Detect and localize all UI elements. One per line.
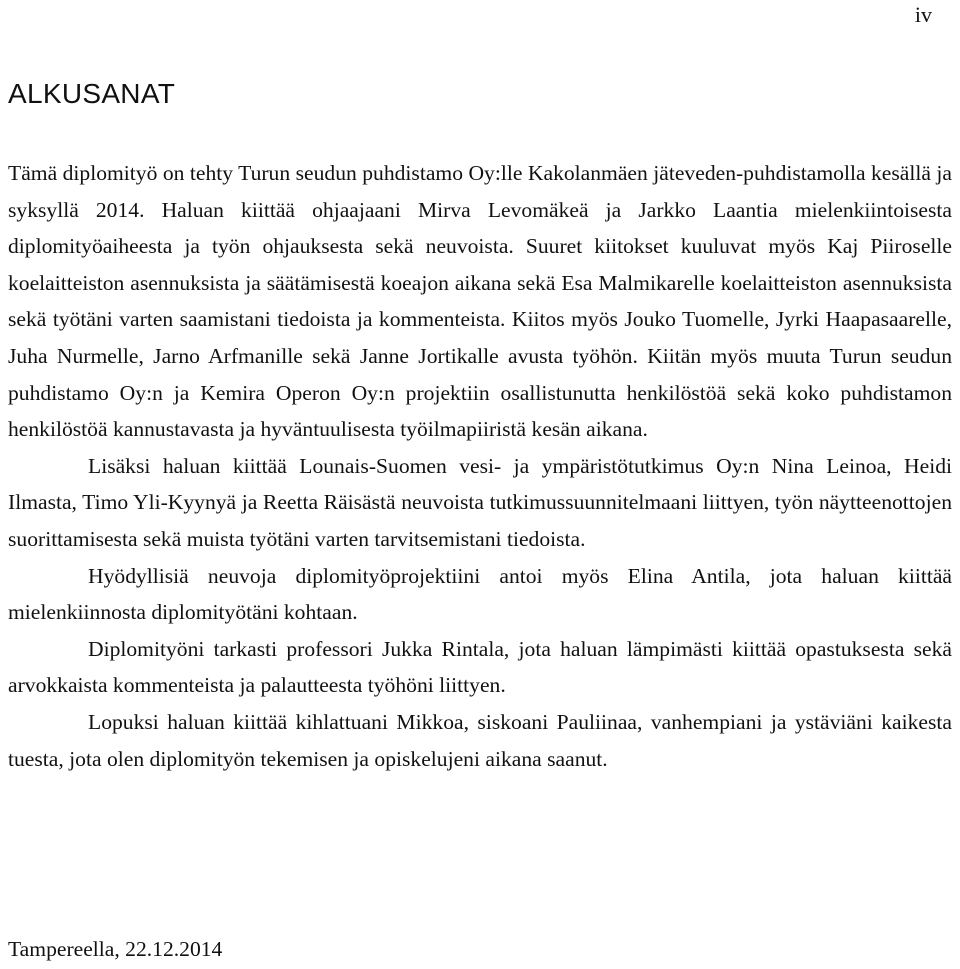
paragraph-2: Lisäksi haluan kiittää Lounais-Suomen vesi- ja ympäristötutkimus Oy:n Nina Leinoa, Heidi Ilmasta, Timo Yli-Kyynyä ja Reetta Räisästä neuvoista tutkimussuunnitelmaani liittyen, työn näytteenottojen suorittamisesta sekä muista työtäni varten tarvitsemistani tiedoista.	[8, 453, 952, 551]
paragraph-4: Diplomityöni tarkasti professori Jukka Rintala, jota haluan lämpimästi kiittää opastuksesta sekä arvokkaista kommenteista ja palautteesta työhöni liittyen.	[8, 636, 952, 698]
place-and-date: Tampereella, 22.12.2014	[8, 937, 223, 961]
paragraph-1: Tämä diplomityö on tehty Turun seudun puhdistamo Oy:lle Kakolanmäen jäteveden-puhdistamolla kesällä ja syksyllä 2014. Haluan kiittää ohjaajaani Mirva Levomäkeä ja Jarkko Laantia mielenkiintoisesta diplomityöaiheesta ja työn ohjauksesta sekä neuvoista. Suuret kiitokset kuuluvat myös Kaj Piiroselle koelaitteiston asennuksista ja säätämisestä koeajon aikana sekä Esa Malmikarelle koelaitteiston asennuksista sekä työtäni varten saamistani tiedoista ja kommenteista. Kiitos myös Jouko Tuomelle, Jyrki Haapasaarelle, Juha Nurmelle, Jarno Arfmanille sekä Janne Jortikalle avusta työhön. Kiitän myös muuta Turun seudun puhdistamo Oy:n ja Kemira Operon Oy:n projektiin osallistunutta henkilöstöä sekä koko puhdistamon henkilöstöä kannustavasta ja hyväntuulisesta työilmapiiristä kesän aikana.	[8, 161, 952, 442]
page-number: iv	[914, 2, 932, 27]
preface-body	[8, 155, 952, 777]
paragraph-3: Hyödyllisiä neuvoja diplomityöprojektiini antoi myös Elina Antila, jota haluan kiittää mielenkiinnosta diplomityötäni kohtaan.	[8, 563, 952, 625]
section-heading: ALKUSANAT	[8, 78, 176, 109]
paragraph-5: Lopuksi haluan kiittää kihlattuani Mikkoa, siskoani Pauliinaa, vanhempiani ja ystäviäni kaikesta tuesta, jota olen diplomityön tekemisen ja opiskelujeni aikana saanut.	[8, 709, 952, 771]
